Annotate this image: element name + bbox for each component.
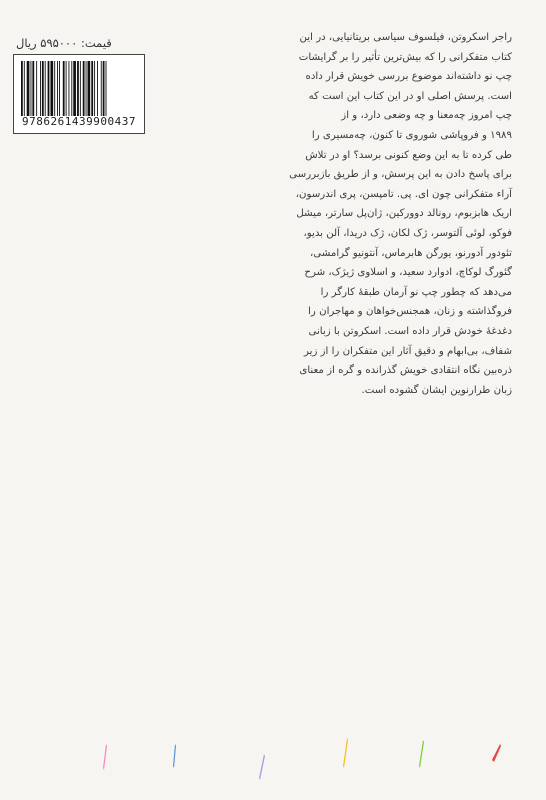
barcode-bar: [69, 61, 70, 116]
blurb-line: برای پاسخ دادن به این پرسش، و از طریق بازبررسی: [289, 169, 512, 181]
blurb-line: اریک هابزبوم، رونالد دوورکین، ژان‌پل سارتر، میشل: [296, 208, 512, 220]
barcode-bar: [36, 61, 37, 116]
barcode-bar: [71, 61, 72, 116]
barcode-bar: [42, 61, 44, 116]
blurb-line: فوکو، لوئی آلتوسر، ژک لکان، ژک دریدا، آلن بدیو،: [303, 227, 512, 239]
blurb-line: تئودور آدورنو، یورگن هابرماس، آنتونیو گرامشی،: [310, 247, 512, 259]
barcode-bar: [27, 61, 30, 116]
barcode-bar: [50, 61, 53, 116]
barcode-bar: [31, 61, 32, 116]
barcode-bar: [66, 61, 67, 116]
blurb-line: گئورگ لوکاچ، ادوارد سعید، و اسلاوی ژیژک، شرح: [304, 267, 512, 279]
blurb-line: طی کرده تا به این وضع کنونی برسد؟ او در تلاش: [305, 149, 512, 161]
barcode-bar: [57, 61, 58, 116]
barcode-bar: [101, 61, 102, 116]
barcode-bar: [21, 61, 23, 116]
barcode-bar: [54, 61, 55, 116]
blurb-line: است. پرسش اصلی او در این کتاب این است که: [308, 90, 512, 102]
blurb-line: شفاف، بی‌ابهام و دقیق آثار این متفکران را از زیر: [303, 345, 512, 357]
barcode-bar: [59, 61, 60, 116]
blurb-line: فروگذاشته و زنان، همجنس‌خواهان و مهاجران را: [308, 306, 512, 318]
blurb-text: [208, 28, 512, 400]
barcode-bar: [106, 61, 107, 116]
blurb-line: ذره‌بین نگاه انتقادی خویش گذرانده و گره از معنای: [299, 365, 512, 377]
ribbon-purple: [259, 754, 265, 780]
barcode-bar: [24, 61, 25, 116]
barcode-bar: [63, 61, 65, 116]
blurb-line: آراء متفکرانی چون ای. پی. تامپسن، پری اندرسون،: [295, 188, 512, 200]
ribbon-yellow: [343, 738, 348, 768]
blurb-line: چپ نو داشته‌اند موضوع بررسی خویش قرار داده: [305, 71, 512, 83]
blurb-line: ۱۹۸۹ و فروپاشی شوروی تا کنون، چه‌مسیری را: [311, 129, 512, 141]
barcode-bar: [97, 61, 98, 116]
barcode-bar: [45, 61, 46, 116]
ribbon-pink: [103, 744, 107, 770]
blurb-line: می‌دهد که چطور چپ نو آرمان طبقهٔ کارگر را: [320, 286, 512, 298]
barcode-bar: [88, 61, 91, 116]
blurb-line: دغدغهٔ خودش قرار داده است. اسکروتن با زبانی: [308, 325, 512, 337]
barcode-bar: [86, 61, 87, 116]
barcode-bars: [20, 61, 138, 116]
barcode-number: 9786261439900437: [22, 115, 136, 128]
barcode: [13, 54, 145, 134]
color-ribbons: [0, 738, 546, 798]
barcode-bar: [73, 61, 76, 116]
price-label: قیمت: ۵۹۵۰۰۰ ریال: [16, 36, 112, 50]
blurb-line: چپ امروز چه‌معنا و چه وضعی دارد، و از: [341, 110, 512, 122]
blurb-line: راجر اسکروتن، فیلسوف سیاسی بریتانیایی، در این: [299, 32, 512, 43]
barcode-bar: [32, 61, 34, 116]
barcode-bar: [91, 61, 93, 116]
barcode-bar: [103, 61, 105, 116]
barcode-bar: [77, 61, 79, 116]
blurb-line: زبان طرارنوین ایشان گشوده است.: [361, 384, 512, 396]
blurb-line: کتاب متفکرانی را که بیش‌ترین تأثیر را بر گرایشات: [298, 51, 512, 63]
ribbon-red: [492, 744, 501, 762]
barcode-bar: [40, 61, 41, 116]
ribbon-green: [419, 740, 424, 768]
barcode-bar: [80, 61, 81, 116]
barcode-bar: [83, 61, 85, 116]
barcode-bar: [48, 61, 50, 116]
barcode-bar: [94, 61, 95, 116]
ribbon-blue: [173, 744, 176, 768]
